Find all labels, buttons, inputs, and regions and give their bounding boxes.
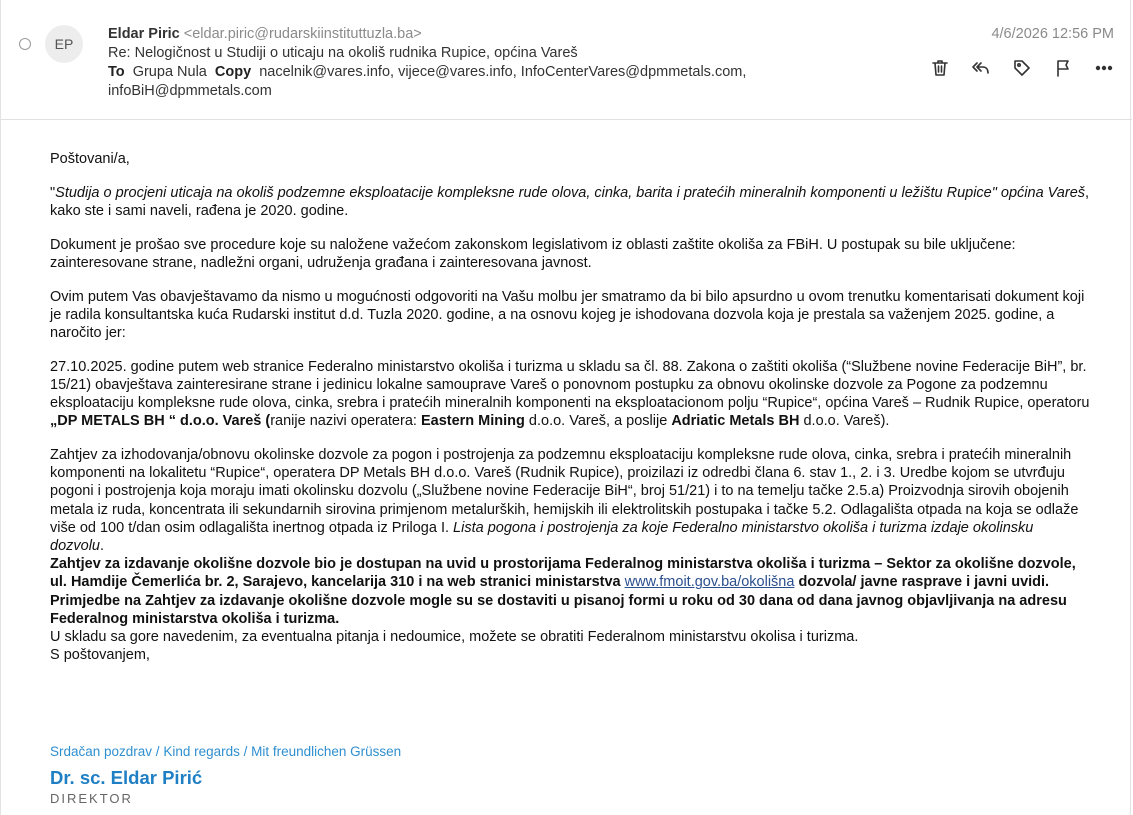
select-radio[interactable] [19, 38, 31, 50]
closing: S poštovanjem, [50, 647, 150, 664]
p4-text-2: d.o.o. Vareš, a poslije [524, 413, 672, 430]
paragraph-4 [50, 358, 1090, 431]
subject: Re: Nelogičnost u Studiji o uticaju na okoliš rudnika Rupice, općina Vareš [108, 45, 578, 61]
p1-rest: , kako ste i sami naveli, rađena je 2020. godine. [50, 184, 1090, 219]
paragraph-1 [50, 184, 1090, 220]
avatar: EP [45, 25, 83, 63]
email-date: 4/6/2026 12:56 PM [991, 26, 1114, 42]
p4-text: 27.10.2025. godine putem web stranice Federalno ministarstvo okoliša i turizma u skladu sa čl. 88. Zakona o zaštiti okoliša (“Službene novine Federacije BiH”, br. 15/21) obavještava zainteresirane strane i jedinicu lokalne samouprave Vareš o ponovnom postupku za obnovu okolinske dozvole za Pogone za podzemnu eksploataciju kompleksne rude olova, cinka, srebra i pratećih mineralnih komponenti na eksploatacionom polju “Rupice“, općina Vareš – Rudnik Rupice, operatoru [50, 358, 1090, 412]
flag-button[interactable] [1051, 56, 1075, 80]
more-button[interactable] [1092, 56, 1116, 80]
to-label: To [108, 64, 125, 80]
signature-name: Dr. sc. Eldar Pirić [50, 767, 203, 788]
signature-title: DIREKTOR [50, 791, 133, 806]
flag-icon [1053, 58, 1073, 78]
ministry-link[interactable]: www.fmoit.gov.ba/okolišna [624, 574, 795, 591]
p5-list-title: Lista pogona i postrojenja za koje Federalno ministarstvo okoliša i turizma izdaje okolinsku dozvolu [50, 519, 1034, 554]
p5-text: Zahtjev za izhodovanja/obnovu okolinske dozvole za pogon i postrojenja za podzemnu eksploataciju kompleksne rude olova, cinka, srebra i pratećih mineralnih komponenti na lokalitetu “Rupice“, operatera DP Metals BH d.o.o. Vareš (Rudnik Rupice), proizilazi iz odredbi člana 6. stav 1., 2. i 3. Uredbe kojom se utvrđuju pogoni i postrojenja koja moraju imati okolinsku dozvolu („Službene novine Federacije BiH“, broj 51/21) i to na temelju tačke 2.5.a) Proizvodnja sirovih obojenih metala iz ruda, koncentrata ili sekundarnih sirovina primjenom metalurških, hemijskih ili elektrolitskih postupaka i tačke 5.2. Odlagališta otpada na koja se odlaže više od 100 t/dan osim odlagališta inertnog otpada iz Priloga I. [50, 446, 1079, 536]
message-body [50, 150, 1090, 664]
signature-regards: Srdačan pozdrav / Kind regards / Mit freundlichen Grüssen [50, 744, 402, 759]
p4-operator: „DP METALS BH “ d.o.o. Vareš ( [50, 413, 271, 430]
email-header [1, 0, 1132, 120]
paragraph-3: Ovim putem Vas obavještavamo da nismo u mogućnosti odgovoriti na Vašu molbu jer smatramo da bi bilo apsurdno u ovom trenutku komentarisati dokument koji je radila konsultantska kuća Rudarski institut d.d. Tuzla 2020. godine, a na osnovu kojeg je ishodovana dozvola koja je prestala sa važenjem 2025. godine, a naročito jer: [50, 288, 1085, 341]
header-info [108, 25, 868, 101]
paragraph-6 [50, 555, 1090, 628]
p5-end: . [99, 537, 105, 554]
delete-button[interactable] [928, 56, 952, 80]
copy-value-2[interactable]: infoBiH@dpmmetals.com [108, 83, 272, 99]
p4-former-names: ranije nazivi operatera: [270, 413, 421, 430]
paragraph-2: Dokument je prošao sve procedure koje su naložene važećom zakonskom legislativom iz oblasti zaštite okoliša za FBiH. U postupak su bile uključene: zainteresovane strane, nadležni organi, udruženja građana i zainteresovana javnost. [50, 236, 1016, 271]
tag-button[interactable] [1010, 56, 1034, 80]
p4-text-3: d.o.o. Vareš). [799, 413, 890, 430]
p4-eastern-mining: Eastern Mining [420, 413, 525, 430]
more-icon [1094, 58, 1114, 78]
signature [50, 744, 401, 806]
p1-quote-open: " [50, 184, 56, 201]
p6-text: Zahtjev za izdavanje okolišne dozvole bio je dostupan na uvid u prostorijama Federalnog ministarstva okoliša i turizma – Sektor za okolišne dozvole, ul. Hamdije Čemerlića br. 2, Sarajevo, kancelarija 310 i na web stranici ministarstva [50, 556, 1076, 591]
reply-all-icon [971, 58, 991, 78]
reply-all-button[interactable] [969, 56, 993, 80]
paragraph-5 [50, 446, 1090, 555]
copy-value[interactable]: nacelnik@vares.info, vijece@vares.info, InfoCenterVares@dpmmetals.com, [259, 64, 747, 80]
p1-study-title: Studija o procjeni uticaja na okoliš podzemne eksploatacije kompleksne rude olova, cinka, barita i pratećih mineralnih komponenti u ležištu Rupice" općina Vareš [55, 184, 1086, 201]
message-toolbar [911, 56, 1116, 80]
sender-name[interactable]: Eldar Piric [108, 26, 180, 42]
p4-adriatic-metals: Adriatic Metals BH [671, 413, 800, 430]
paragraph-7: U skladu sa gore navedenim, za eventualna pitanja i nedoumice, možete se obratiti Federalnom ministarstvu okolisa i turizma. [50, 628, 859, 645]
greeting: Poštovani/a, [50, 151, 130, 167]
to-value[interactable]: Grupa Nula [132, 64, 207, 80]
sender-line [108, 25, 868, 44]
sender-email[interactable]: <eldar.piric@rudarskiinstituttuzla.ba> [183, 26, 422, 42]
p6-text-2: dozvola/ javne rasprave i javni uvidi. Primjedbe na Zahtjev za izdavanje okolišne dozvole mogle su se dostaviti u pisanoj formi u roku od 30 dana od dana javnog objavljivanja na adresu Federalnog ministarstva okoliša i turizma. [50, 574, 1067, 627]
tag-icon [1012, 58, 1032, 78]
copy-label: Copy [214, 64, 252, 80]
recipients [108, 63, 868, 82]
trash-icon [930, 58, 950, 78]
